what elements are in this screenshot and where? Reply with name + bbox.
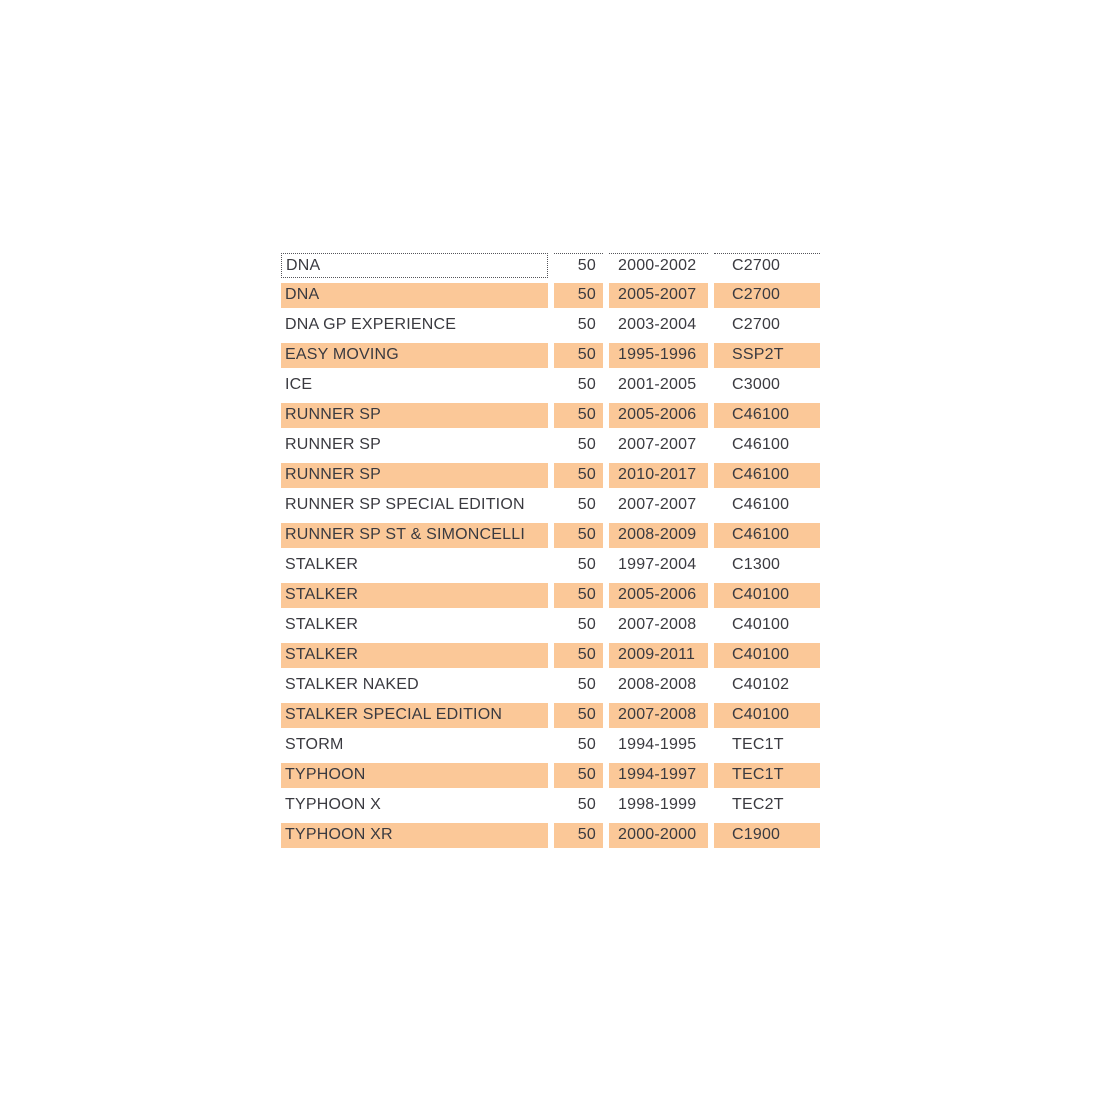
- engine-code-cell[interactable]: TEC1T: [714, 733, 820, 758]
- table-row[interactable]: [281, 433, 820, 458]
- years-cell[interactable]: 2000-2000: [609, 823, 708, 848]
- model-cell[interactable]: STALKER: [281, 643, 548, 668]
- displacement-cell[interactable]: 50: [554, 373, 603, 398]
- table-row[interactable]: [281, 793, 820, 818]
- engine-code-cell[interactable]: C46100: [714, 403, 820, 428]
- table-row[interactable]: [281, 523, 820, 548]
- displacement-cell[interactable]: 50: [554, 463, 603, 488]
- engine-code-cell[interactable]: C46100: [714, 433, 820, 458]
- table-row[interactable]: [281, 463, 820, 488]
- years-cell[interactable]: 2001-2005: [609, 373, 708, 398]
- displacement-cell[interactable]: 50: [554, 583, 603, 608]
- table-row[interactable]: [281, 643, 820, 668]
- table-row[interactable]: [281, 763, 820, 788]
- displacement-cell[interactable]: 50: [554, 403, 603, 428]
- table-row[interactable]: [281, 553, 820, 578]
- years-cell[interactable]: 1995-1996: [609, 343, 708, 368]
- engine-code-cell[interactable]: C46100: [714, 523, 820, 548]
- years-cell[interactable]: 2005-2007: [609, 283, 708, 308]
- table-row[interactable]: [281, 253, 820, 278]
- model-cell[interactable]: RUNNER SP: [281, 463, 548, 488]
- displacement-cell[interactable]: 50: [554, 673, 603, 698]
- years-cell[interactable]: 2005-2006: [609, 403, 708, 428]
- model-cell[interactable]: STALKER: [281, 583, 548, 608]
- displacement-cell[interactable]: 50: [554, 763, 603, 788]
- engine-code-cell[interactable]: C1300: [714, 553, 820, 578]
- years-cell[interactable]: 2007-2008: [609, 703, 708, 728]
- displacement-cell[interactable]: 50: [554, 823, 603, 848]
- years-cell[interactable]: 2008-2009: [609, 523, 708, 548]
- years-cell[interactable]: 1994-1995: [609, 733, 708, 758]
- displacement-cell[interactable]: 50: [554, 613, 603, 638]
- model-cell[interactable]: STALKER NAKED: [281, 673, 548, 698]
- years-cell[interactable]: 2005-2006: [609, 583, 708, 608]
- engine-code-cell[interactable]: C3000: [714, 373, 820, 398]
- model-cell[interactable]: RUNNER SP SPECIAL EDITION: [281, 493, 548, 518]
- model-cell[interactable]: TYPHOON X: [281, 793, 548, 818]
- engine-code-cell[interactable]: C40102: [714, 673, 820, 698]
- vehicle-model-table: [281, 253, 820, 853]
- engine-code-cell[interactable]: C1900: [714, 823, 820, 848]
- table-row[interactable]: [281, 673, 820, 698]
- years-cell[interactable]: 2010-2017: [609, 463, 708, 488]
- model-cell[interactable]: ICE: [281, 373, 548, 398]
- table-row[interactable]: [281, 403, 820, 428]
- displacement-cell[interactable]: 50: [554, 703, 603, 728]
- model-cell[interactable]: DNA: [281, 283, 548, 308]
- engine-code-cell[interactable]: C2700: [714, 313, 820, 338]
- years-cell[interactable]: 2009-2011: [609, 643, 708, 668]
- years-cell[interactable]: 1997-2004: [609, 553, 708, 578]
- years-cell[interactable]: 2007-2007: [609, 493, 708, 518]
- model-cell[interactable]: STORM: [281, 733, 548, 758]
- years-cell[interactable]: 2007-2007: [609, 433, 708, 458]
- table-row[interactable]: [281, 733, 820, 758]
- model-cell[interactable]: STALKER SPECIAL EDITION: [281, 703, 548, 728]
- model-cell[interactable]: STALKER: [281, 553, 548, 578]
- engine-code-cell[interactable]: C40100: [714, 703, 820, 728]
- model-cell[interactable]: EASY MOVING: [281, 343, 548, 368]
- engine-code-cell[interactable]: C40100: [714, 643, 820, 668]
- table-row[interactable]: [281, 613, 820, 638]
- engine-code-cell[interactable]: C40100: [714, 583, 820, 608]
- engine-code-cell[interactable]: C40100: [714, 613, 820, 638]
- engine-code-cell[interactable]: TEC2T: [714, 793, 820, 818]
- years-cell[interactable]: 2000-2002: [609, 253, 708, 278]
- table-row[interactable]: [281, 373, 820, 398]
- table-row[interactable]: [281, 823, 820, 848]
- model-cell[interactable]: TYPHOON XR: [281, 823, 548, 848]
- table-row[interactable]: [281, 583, 820, 608]
- model-cell[interactable]: RUNNER SP: [281, 433, 548, 458]
- years-cell[interactable]: 2003-2004: [609, 313, 708, 338]
- displacement-cell[interactable]: 50: [554, 253, 603, 278]
- table-row[interactable]: [281, 313, 820, 338]
- model-cell[interactable]: RUNNER SP: [281, 403, 548, 428]
- displacement-cell[interactable]: 50: [554, 793, 603, 818]
- table-row[interactable]: [281, 283, 820, 308]
- displacement-cell[interactable]: 50: [554, 553, 603, 578]
- table-row[interactable]: [281, 343, 820, 368]
- years-cell[interactable]: 2007-2008: [609, 613, 708, 638]
- displacement-cell[interactable]: 50: [554, 313, 603, 338]
- engine-code-cell[interactable]: TEC1T: [714, 763, 820, 788]
- displacement-cell[interactable]: 50: [554, 523, 603, 548]
- engine-code-cell[interactable]: C2700: [714, 253, 820, 278]
- years-cell[interactable]: 1998-1999: [609, 793, 708, 818]
- years-cell[interactable]: 2008-2008: [609, 673, 708, 698]
- displacement-cell[interactable]: 50: [554, 433, 603, 458]
- model-cell[interactable]: DNA GP EXPERIENCE: [281, 313, 548, 338]
- displacement-cell[interactable]: 50: [554, 493, 603, 518]
- displacement-cell[interactable]: 50: [554, 733, 603, 758]
- table-row[interactable]: [281, 703, 820, 728]
- engine-code-cell[interactable]: SSP2T: [714, 343, 820, 368]
- years-cell[interactable]: 1994-1997: [609, 763, 708, 788]
- displacement-cell[interactable]: 50: [554, 283, 603, 308]
- engine-code-cell[interactable]: C46100: [714, 463, 820, 488]
- model-cell[interactable]: STALKER: [281, 613, 548, 638]
- model-cell[interactable]: DNA: [281, 253, 548, 278]
- engine-code-cell[interactable]: C2700: [714, 283, 820, 308]
- model-cell[interactable]: TYPHOON: [281, 763, 548, 788]
- displacement-cell[interactable]: 50: [554, 643, 603, 668]
- engine-code-cell[interactable]: C46100: [714, 493, 820, 518]
- table-row[interactable]: [281, 493, 820, 518]
- model-cell[interactable]: RUNNER SP ST & SIMONCELLI: [281, 523, 548, 548]
- displacement-cell[interactable]: 50: [554, 343, 603, 368]
